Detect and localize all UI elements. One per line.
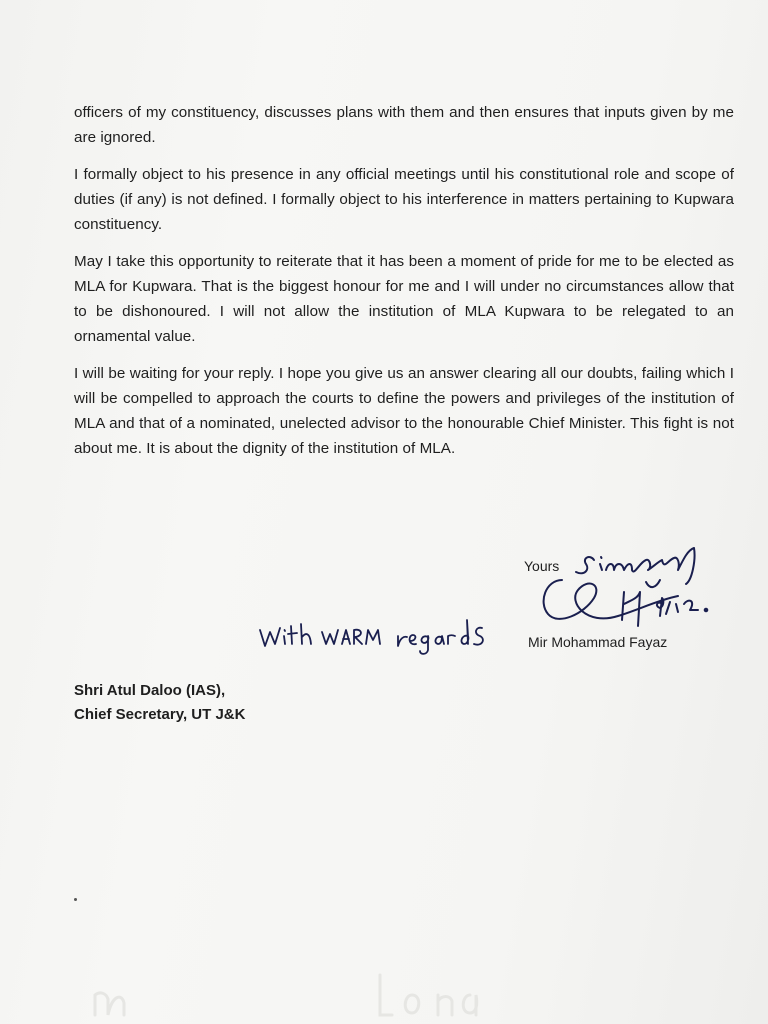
sincerely-stroke-i (600, 557, 602, 570)
bleed-through-mark (0, 965, 768, 1024)
regards-t (288, 626, 297, 644)
date-two (684, 601, 698, 610)
date-one (676, 604, 678, 612)
paragraph-3: May I take this opportunity to reiterate that it has been a moment of pride for me to be elected as MLA for Kupwara. That is the biggest honour for me and I will under no circumstances allow that to be dishonoured. I will not allow the institution of MLA Kupwara to be relegated to an ornamental value. (74, 253, 734, 345)
handwritten-regards (256, 614, 506, 658)
regards-r2 (448, 635, 455, 644)
recipient-name: Shri Atul Daloo (IAS), (74, 682, 226, 699)
closing-yours: Yours (524, 558, 560, 574)
regards-g (420, 636, 428, 654)
regards-warm-a (342, 630, 350, 644)
handwritten-signature (528, 540, 728, 650)
regards-r (398, 636, 407, 646)
regards-warm-m (366, 630, 380, 644)
paragraph-1: officers of my constituency, discusses plans with them and then ensures that inputs given by me are ignored. (74, 104, 734, 146)
paragraph-2: I formally object to his presence in any official meetings until his constitutional role and scope of duties (if any) is not defined. I formally object to his interference in matters pertaining to Kupwara constituency. (74, 166, 734, 233)
signature-flourish (646, 580, 660, 587)
date-slash (666, 602, 670, 614)
regards-warm-r (354, 630, 362, 644)
regards-warm-w (322, 630, 338, 644)
regards-a (435, 636, 444, 644)
regards-d (461, 620, 468, 644)
stray-mark (74, 898, 77, 901)
recipient-block (74, 679, 245, 727)
date-period (705, 609, 708, 612)
regards-i (284, 630, 285, 644)
regards-e (410, 635, 416, 644)
paragraph-4: I will be waiting for your reply. I hope you give us an answer clearing all our doubts, failing which I will be compelled to approach the courts to define the powers and privileges of the institution of MLA and that of a nominated, unelected advisor to the honourable Chief Minister. This fight is not about me. It is about the dignity of the institution of MLA. (74, 365, 734, 457)
sincerely-stroke-s (576, 557, 594, 573)
signature-loop (544, 580, 678, 619)
sender-name: Mir Mohammad Fayaz (528, 634, 668, 650)
regards-s (474, 628, 483, 645)
regards-h (301, 624, 311, 644)
sincerely-stroke-rest (606, 548, 695, 584)
recipient-title: Chief Secretary, UT J&K (74, 706, 246, 723)
regards-w (260, 628, 280, 646)
letter-body (74, 100, 734, 473)
